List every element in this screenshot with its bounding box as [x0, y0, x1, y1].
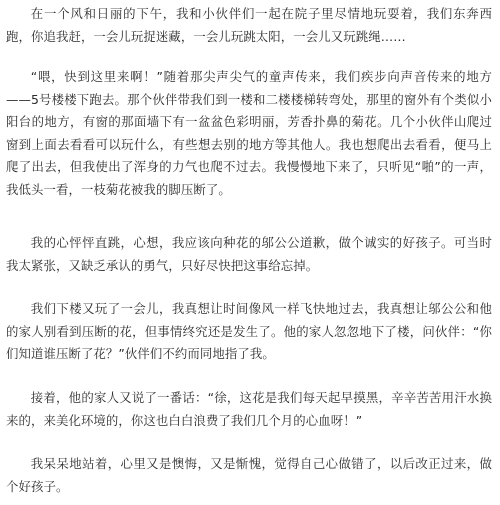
paragraph-5: 接着，他的家人又说了一番话：“徐，这花是我们每天起早摸黑，辛辛苦苦用汗水换来的，来美化环境的，你这也白白浪费了我们几个月的心血呀！” — [6, 390, 492, 428]
paragraph-4: 我们下楼又玩了一会儿，我真想让时间像风一样飞快地过去，我真想让邬公公和他的家人别看到压断的花，但事情终究还是发生了。他的家人忽忽地下了楼，问伙伴：“你们知道谁压断了花？”伙伴们不约而同地指了我。 — [6, 301, 492, 361]
paragraph-1: 在一个风和日丽的下午，我和小伙伴们一起在院子里尽情地玩耍着，我们东奔西跑，你追我赶，一会儿玩捉迷藏，一会儿玩跳太阳，一会儿又玩跳绳…… — [6, 6, 492, 44]
paragraph-6: 我呆呆地站着，心里又是懊悔，又是惭愧，觉得自己心做错了，以后改正过来，做个好孩子。 — [6, 456, 492, 494]
paragraph-3: 我的心怦怦直跳，心想，我应该向种花的邬公公道歉，做个诚实的好孩子。可当时我太紧张，又缺乏承认的勇气，只好尽快把这事给忘掉。 — [6, 235, 492, 273]
paragraph-2: “喂，快到这里来啊！”随着那尖声尖气的童声传来，我们疾步向声音传来的地方——5号楼楼下跑去。那个伙伴带我们到一楼和二楼楼梯转弯处，那里的窗外有个类似小阳台的地方，有窗的那面墙下有一盆盆色彩明丽，芳香扑鼻的菊花。几个小伙伴山爬过窗到上面去看看可以玩什么，有些想去别的地方等其他人。我也想爬出去看看，便马上爬了出去，但我使出了浑身的力气也爬不过去。我慢慢地下来了，只听见“啪”的一声，我低头一看，一枝菊花被我的脚压断了。 — [6, 69, 492, 197]
